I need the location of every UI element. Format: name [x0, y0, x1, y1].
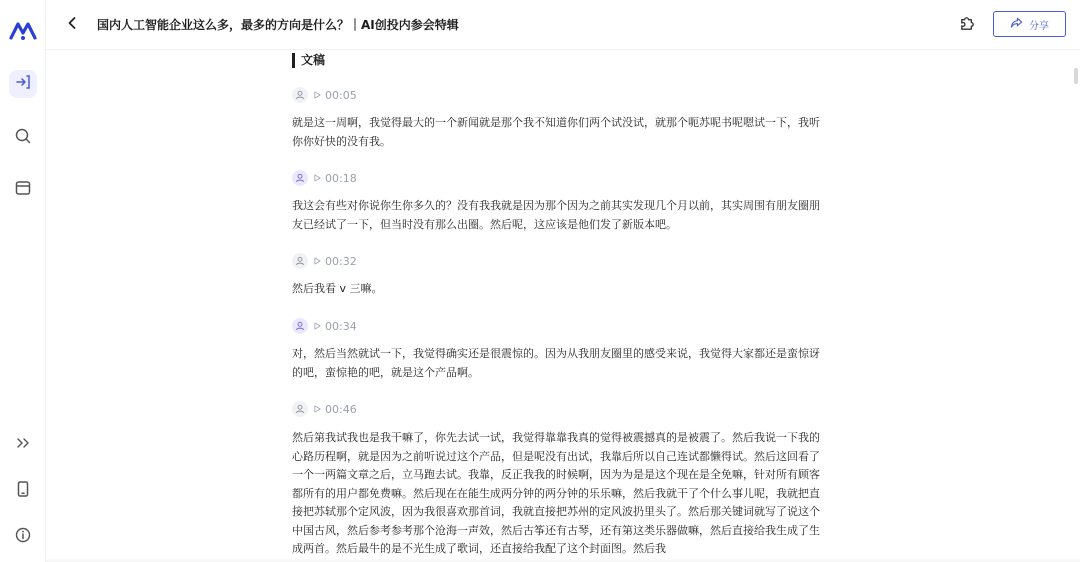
- speaker-avatar-icon: [292, 401, 308, 417]
- share-icon: [1010, 16, 1023, 32]
- play-icon[interactable]: [314, 174, 322, 183]
- mobile-icon: [14, 480, 32, 502]
- sidebar-item-login[interactable]: [9, 70, 37, 98]
- double-chevron-right-icon: [14, 434, 32, 456]
- speaker-avatar-icon: [292, 318, 308, 334]
- info-icon: [14, 526, 32, 548]
- transcript-entry-meta: [292, 318, 357, 334]
- login-arrow-icon: [14, 73, 32, 95]
- section-title: 文稿: [292, 53, 325, 68]
- transcript-text: 就是这一周啊，我觉得最大的一个新闻就是那个我不知道你们两个试没试，就那个呃苏呢书呢嗯试一下，我听你你好快的没有我。: [292, 116, 820, 148]
- play-icon[interactable]: [314, 322, 322, 331]
- transcript-text: 然后我看 v 三嘛。: [292, 282, 383, 295]
- timestamp[interactable]: 00:46: [325, 402, 357, 416]
- speaker-avatar-icon: [292, 253, 308, 269]
- timestamp[interactable]: 00:32: [325, 254, 357, 268]
- transcript-entry-meta: [292, 401, 357, 417]
- page-title: 国内人工智能企业这么多，最多的方向是什么？｜AI创投内参会特辑: [97, 18, 459, 32]
- sidebar-item-window[interactable]: [9, 176, 37, 204]
- speaker-avatar-icon: [292, 87, 308, 103]
- sidebar-item-mobile[interactable]: [9, 477, 37, 505]
- transcript-entry-meta: [292, 253, 357, 269]
- sidebar-item-search[interactable]: [9, 124, 37, 152]
- transcript-text: 对，然后当然就试一下，我觉得确实还是很震惊的。因为从我朋友圈里的感受来说，我觉得大家都还是蛮惊讶的吧，蛮惊艳的吧，就是这个产品啊。: [292, 347, 820, 379]
- sidebar: [0, 0, 46, 562]
- transcript-panel: [292, 50, 822, 562]
- header: [46, 0, 1080, 50]
- share-label: 分享: [1029, 20, 1049, 32]
- brand-logo-icon[interactable]: [9, 20, 37, 42]
- play-icon[interactable]: [314, 405, 322, 414]
- sidebar-item-info[interactable]: [9, 523, 37, 551]
- chevron-left-icon: [66, 15, 78, 34]
- scrollbar-thumb[interactable]: [1074, 68, 1078, 84]
- transcript-text: 我这会有些对你说你生你多久的？没有我我就是因为那个因为之前其实发现几个月以前，其实周围有朋友圈朋友已经试了一下，但当时没有那么出圈。然后呢，这应该是他们发了新版本吧。: [292, 199, 820, 231]
- window-icon: [14, 179, 32, 201]
- back-button[interactable]: [62, 13, 82, 35]
- transcript-entry-meta: [292, 170, 357, 186]
- timestamp[interactable]: 00:34: [325, 319, 357, 333]
- play-icon[interactable]: [314, 257, 322, 266]
- transcript-text: 然后第我试我也是我干嘛了，你先去试一试，我觉得靠靠我真的觉得被震撼真的是被震了。然后我说一下我的心路历程啊，就是因为之前听说过这个产品，但是呢没有出试，我靠后所以自己连试都懒得试。然后这回看了一个一两篇文章之后，立马跑去试。我靠，反正我我的时候啊，因为为是是这个现在是全免嘛，针对所有顾客都所有的用户都免费嘛。然后现在在能生成两分钟的两分钟的乐乐嘛，然后我就干了个什么事儿呢，我就把直接把苏轼那个定风波，因为我很喜欢那首词，我就直接把苏州的定风波扔里头了。然后那关键词就写了说这个中国古风，然后参考参考那个沧海一声效，然后古筝还有古琴，还有第这类乐器做嘛，然后直接给我生成了生成两首。然后最牛的是不光生成了歌词，还直接给我配了这个封面图。然后我: [292, 431, 820, 555]
- search-icon: [14, 127, 32, 149]
- transcript-entry-meta: [292, 87, 357, 103]
- share-button[interactable]: [993, 11, 1066, 37]
- speaker-avatar-icon: [292, 170, 308, 186]
- puzzle-icon: [958, 13, 977, 36]
- timestamp[interactable]: 00:18: [325, 171, 357, 185]
- plugin-button[interactable]: [956, 13, 978, 35]
- sidebar-item-expand[interactable]: [9, 431, 37, 459]
- play-icon[interactable]: [314, 91, 322, 100]
- bottom-edge: [46, 558, 1080, 562]
- timestamp[interactable]: 00:05: [325, 88, 357, 102]
